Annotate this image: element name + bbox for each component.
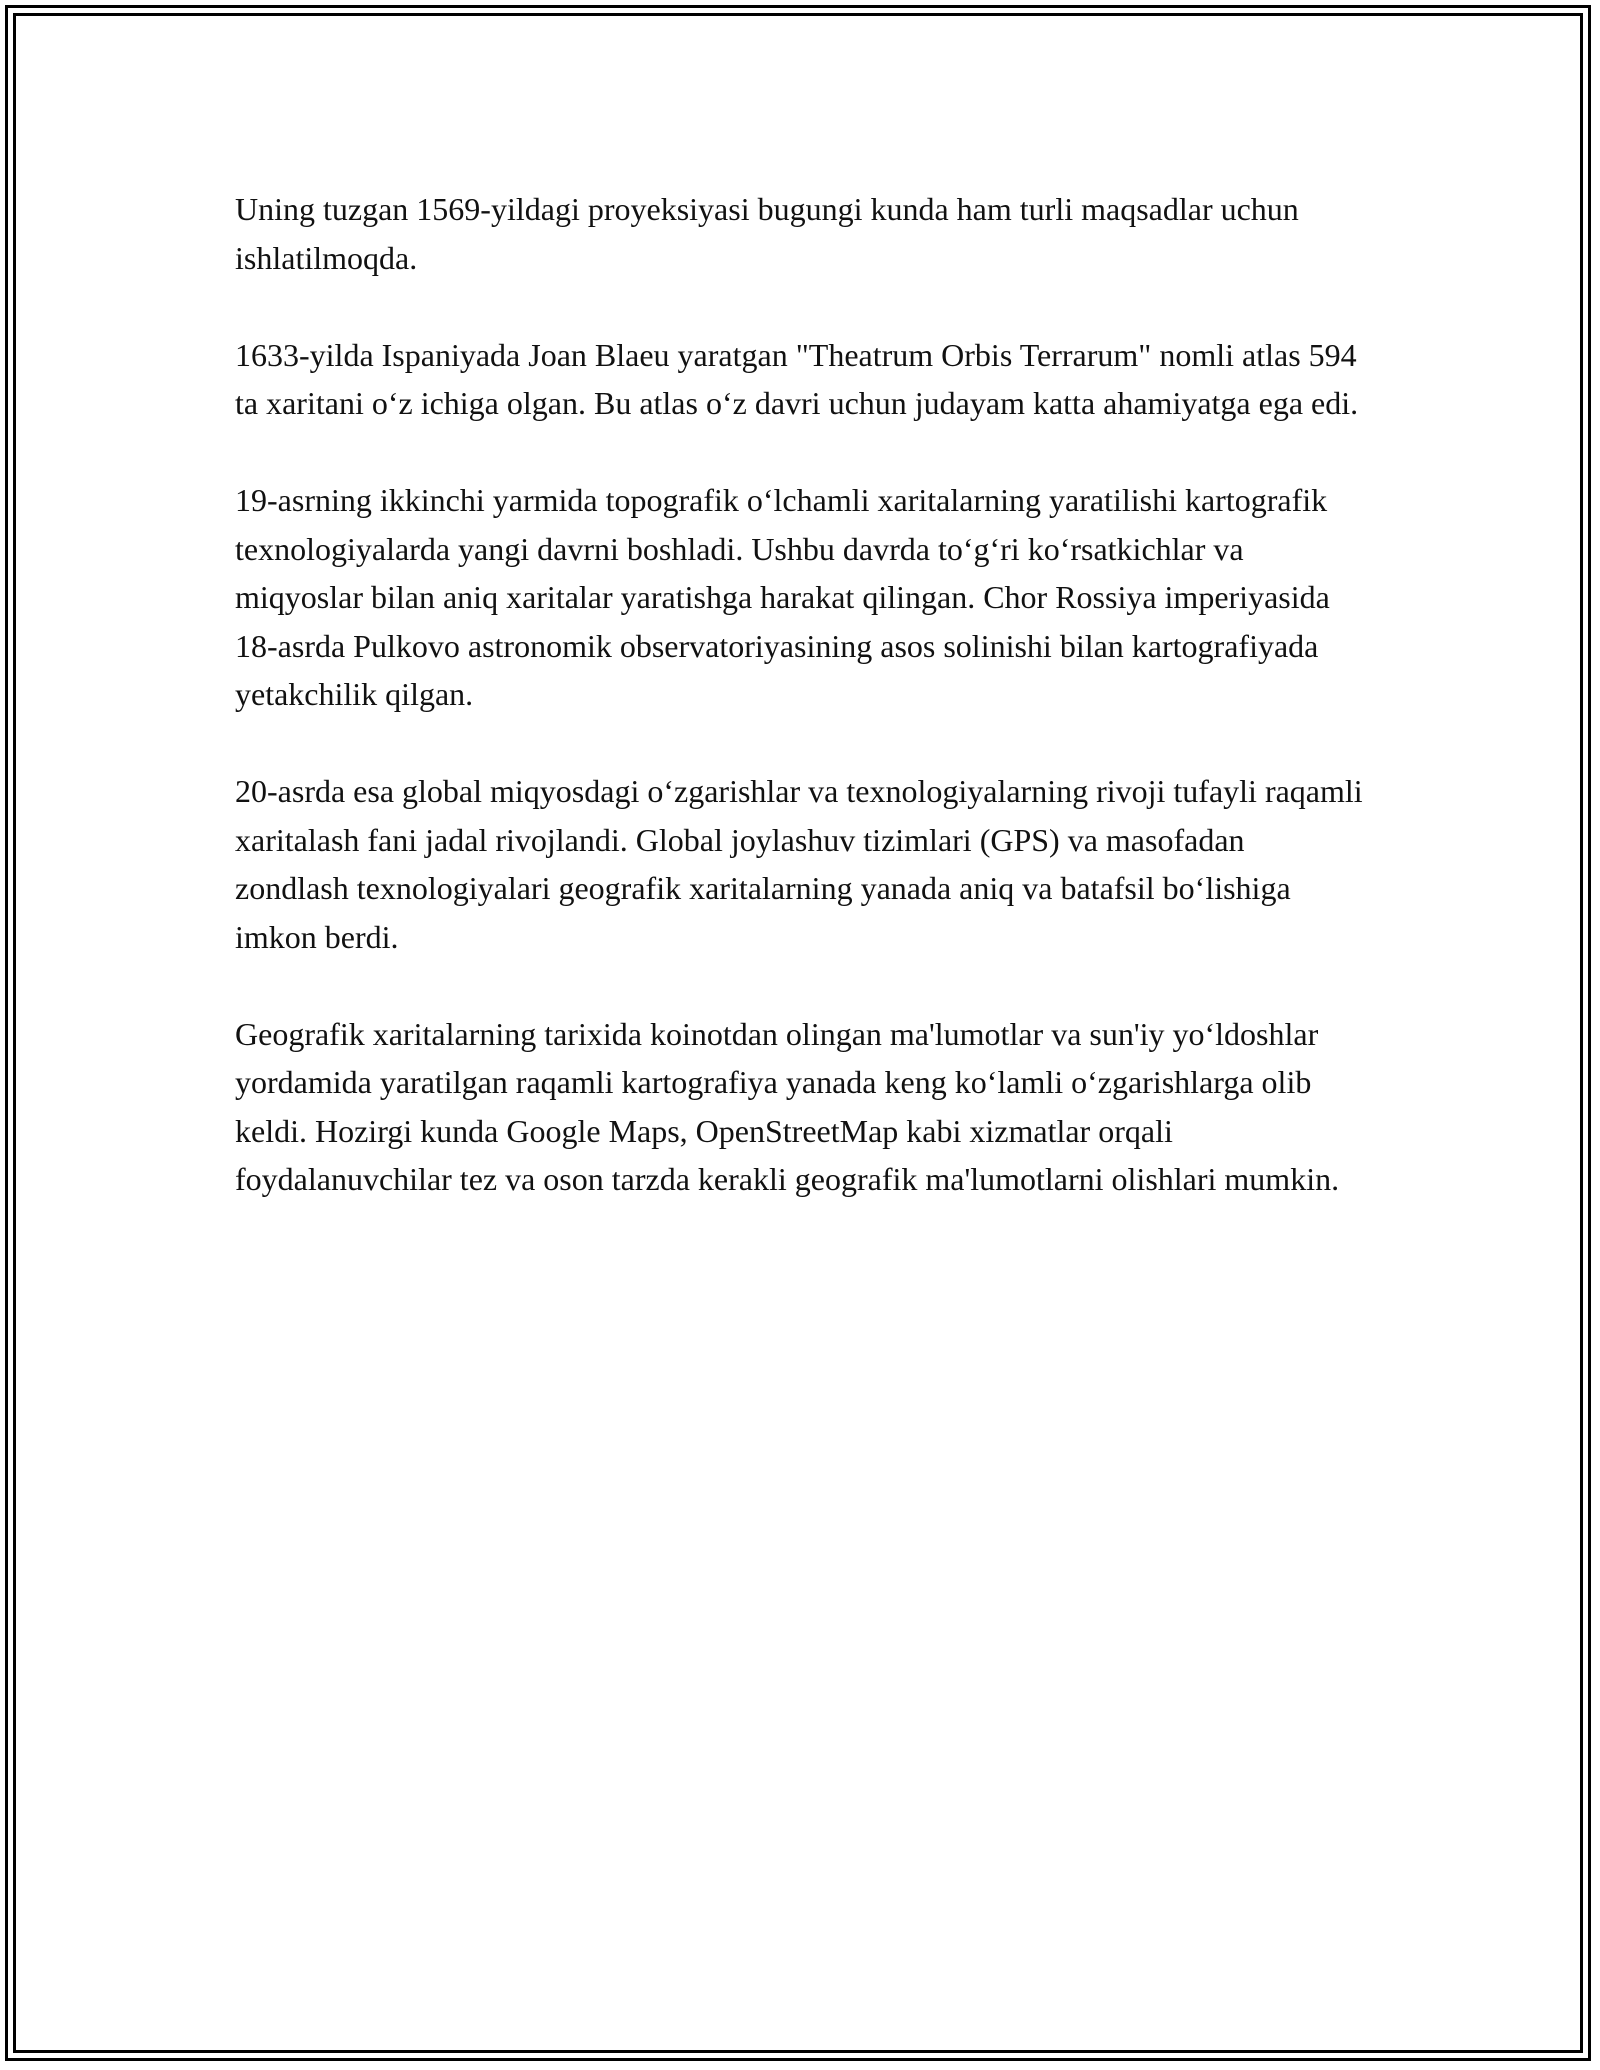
paragraph-digital-cartography: Geografik xaritalarning tarixida koinotdan olingan ma'lumotlar va sun'iy yo‘ldoshlar yordamida yaratilgan raqamli kartografiya yanada keng ko‘lamli o‘zgarishlarga olib keldi. Hozirgi kunda Google Maps, OpenStreetMap kabi xizmatlar orqali foydalanuvchilar tez va oson tarzda kerakli geografik ma'lumotlarni olishlari mumkin. [235,1015,1340,1197]
paragraph-projection: Uning tuzgan 1569-yildagi proyeksiyasi bugungi kunda ham turli maqsadlar uchun ishlatilmoqda. [235,191,1299,276]
paragraph-19th-century: 19-asrning ikkinchi yarmida topografik o‘lchamli xaritalarning yaratilishi kartografik texnologiyalarda yangi davrni boshladi. Ushbu davrda to‘g‘ri ko‘rsatkichlar va miqyoslar bilan aniq xaritalar yaratishga harakat qilingan. Chor Rossiya imperiyasida 18-asrda Pulkovo astronomik observatoriyasining asos solinishi bilan kartografiyada yetakchilik qilgan. [235,482,1330,712]
paragraph-blaeu-atlas: 1633-yilda Ispaniyada Joan Blaeu yaratgan "Theatrum Orbis Terrarum" nomli atlas 594 ta xaritani o‘z ichiga olgan. Bu atlas o‘z davri uchun judayam katta ahamiyatga ega edi. [235,336,1359,421]
paragraph-20th-century: 20-asrda esa global miqyosdagi o‘zgarishlar va texnologiyalarning rivoji tufayli raqamli xaritalash fani jadal rivojlandi. Global joylashuv tizimlari (GPS) va masofadan zondlash texnologiyalari geografik xaritalarning yanada aniq va batafsil bo‘lishiga imkon berdi. [235,773,1363,955]
document-body [235,185,1365,1252]
